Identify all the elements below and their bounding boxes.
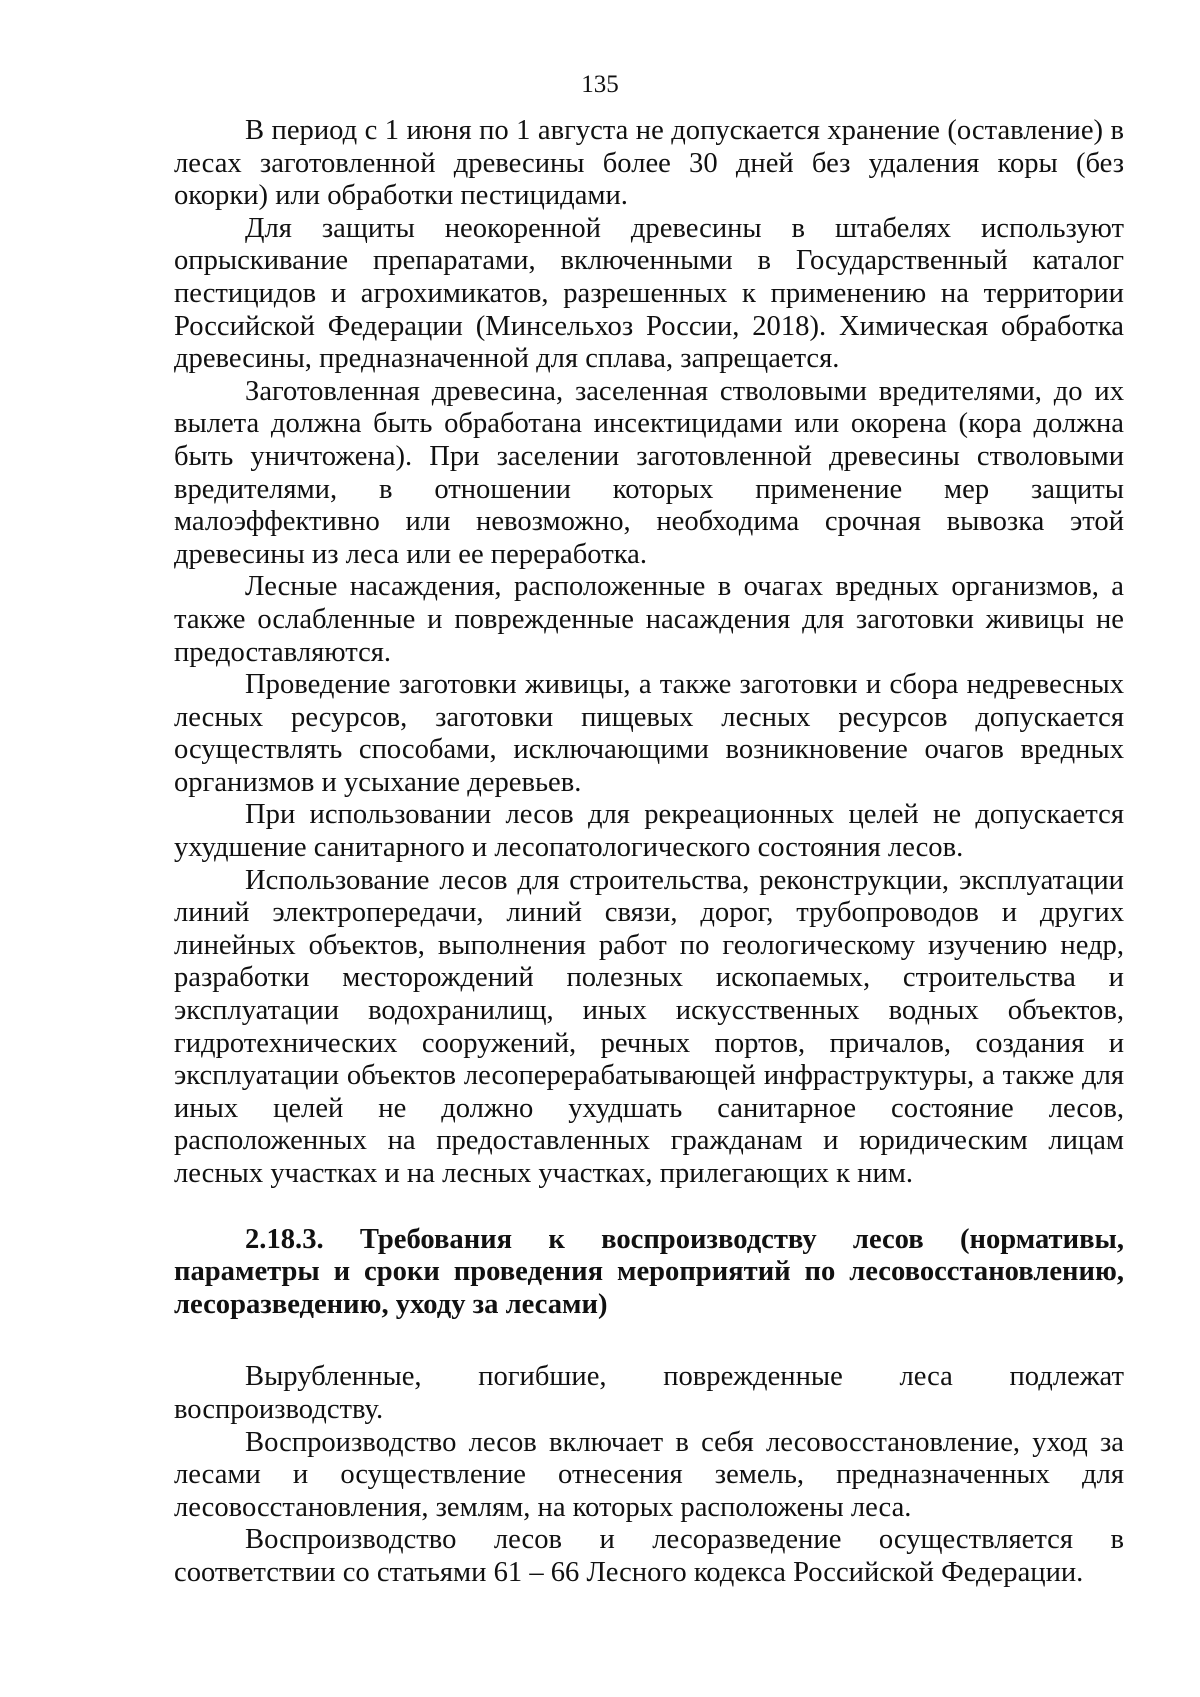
paragraph-infested-wood: Заготовленная древесина, заселенная стволовыми вредителями, до их вылета должна быть обработана инсектицидами или окорена (кора должна быть уничтожена). При заселении заготовленной древесины стволовыми вредителями, в отношении которых применение мер защиты малоэффективно или невозможно, необходима срочная вывозка этой древесины из леса или ее переработка. bbox=[174, 375, 1124, 570]
paragraph-pesticide-spraying: Для защиты неокоренной древесины в штабелях используют опрыскивание препаратами, включенными в Государственный каталог пестицидов и агрохимикатов, разрешенных к применению на территории Российской Федерации (Минсельхоз России, 2018). Химическая обработка древесины, предназначенной для сплава, запрещается. bbox=[174, 212, 1124, 375]
paragraph-reproduction-subject: Вырубленные, погибшие, поврежденные леса подлежат воспроизводству. bbox=[174, 1361, 1124, 1425]
page-content bbox=[174, 115, 1124, 1590]
paragraph-reproduction-law: Воспроизводство лесов и лесоразведение осуществляется в соответствии со статьями 61 – 66 Лесного кодекса Российской Федерации. bbox=[174, 1524, 1124, 1588]
paragraph-reproduction-includes: Воспроизводство лесов включает в себя лесовосстановление, уход за лесами и осуществление отнесения земель, предназначенных для лесовосстановления, землям, на которых расположены леса. bbox=[174, 1426, 1124, 1523]
paragraph-resin-harvesting: Проведение заготовки живицы, а также заготовки и сбора недревесных лесных ресурсов, заготовки пищевых лесных ресурсов допускается осуществлять способами, исключающими возникновение очагов вредных организмов и усыхание деревьев. bbox=[174, 669, 1124, 798]
paragraph-construction-use: Использование лесов для строительства, реконструкции, эксплуатации линий электропередачи, линий связи, дорог, трубопроводов и других линейных объектов, выполнения работ по геологическому изучению недр, разработки месторождений полезных ископаемых, строительства и эксплуатации водохранилищ, иных искусственных водных объектов, гидротехнических сооружений, речных портов, причалов, создания и эксплуатации объектов лесоперерабатывающей инфраструктуры, а также для иных целей не должно ухудшать санитарное состояние лесов, расположенных на предоставленных гражданам и юридическим лицам лесных участках и на лесных участках, прилегающих к ним. bbox=[174, 864, 1124, 1189]
section-heading: 2.18.3. Требования к воспроизводству лесов (нормативы, параметры и сроки проведения мероприятий по лесовосстановлению, лесоразведению, уходу за лесами) bbox=[174, 1223, 1124, 1320]
paragraph-storage-period: В период с 1 июня по 1 августа не допускается хранение (оставление) в лесах заготовленной древесины более 30 дней без удаления коры (без окорки) или обработки пестицидами. bbox=[174, 115, 1124, 212]
paragraph-recreational-use: При использовании лесов для рекреационных целей не допускается ухудшение санитарного и лесопатологического состояния лесов. bbox=[174, 799, 1124, 864]
page-number: 135 bbox=[581, 71, 619, 98]
paragraph-resin-stands: Лесные насаждения, расположенные в очагах вредных организмов, а также ослабленные и поврежденные насаждения для заготовки живицы не предоставляются. bbox=[174, 571, 1124, 668]
